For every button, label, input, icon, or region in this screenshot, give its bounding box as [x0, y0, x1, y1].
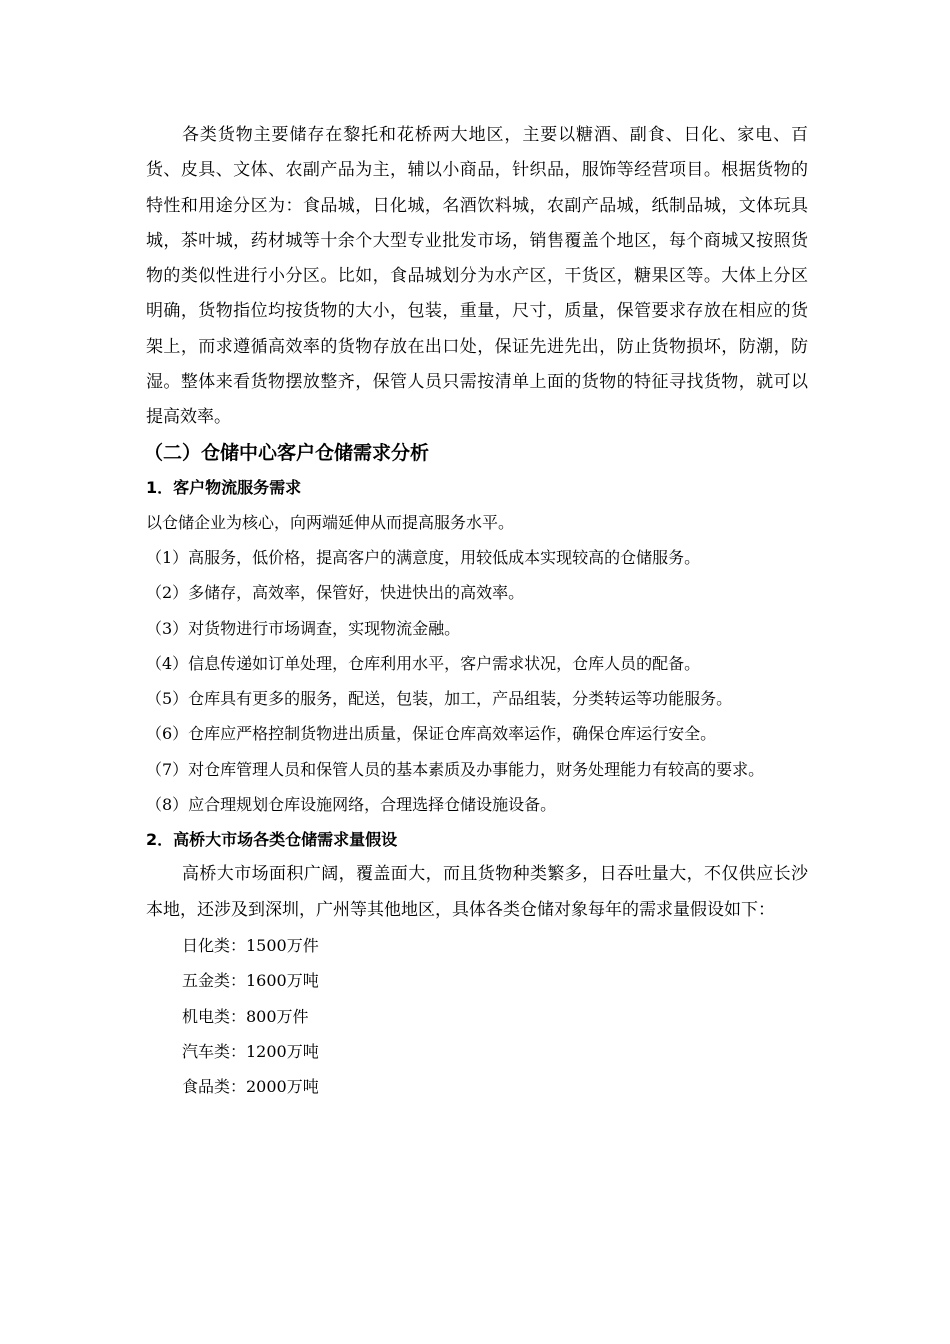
quantity-item-electromechanical: 机电类：800万件 — [182, 1006, 309, 1026]
requirement-item-1: （1）高服务，低价格，提高客户的满意度，用较低成本实现较高的仓储服务。 — [146, 547, 701, 567]
intro-paragraph: 各类货物主要储存在黎托和花桥两大地区，主要以糖酒、副食、日化、家电、百货、皮具、文体、农副产品为主，辅以小商品，针织品，服饰等经营项目。根据货物的特性和用途分区为：食品城，日化城，名酒饮料城，农副产品城，纸制品城，文体玩具城，茶叶城，药材城等十余个大型专业批发市场，销售覆盖个地区，每个商城又按照货物的类似性进行小分区。比如，食品城划分为水产区，干货区，糖果区等。大体上分区明确，货物指位均按货物的大小，包装，重量，尺寸，质量，保管要求存放在相应的货架上，而求遵循高效率的货物存放在出口处，保证先进先出，防止货物损坏，防潮，防湿。整体来看货物摆放整齐，保管人员只需按清单上面的货物的特征寻找货物，就可以提高效率。 — [146, 125, 808, 428]
requirement-item-6: （6）仓库应严格控制货物进出质量，保证仓库高效率运作，确保仓库运行安全。 — [146, 724, 717, 744]
quantity-item-food: 食品类：2000万吨 — [182, 1077, 319, 1097]
quantity-item-hardware: 五金类：1600万吨 — [182, 971, 319, 991]
requirement-item-5: （5）仓库具有更多的服务，配送，包装，加工，产品组装，分类转运等功能服务。 — [146, 689, 733, 709]
requirement-item-7: （7）对仓库管理人员和保管人员的基本素质及办事能力，财务处理能力有较高的要求。 — [146, 759, 765, 779]
sub1-lead: 以仓储企业为核心，向两端延伸从而提高服务水平。 — [146, 512, 515, 532]
section-heading: （二）仓储中心客户仓储需求分析 — [144, 441, 430, 464]
requirement-item-2: （2）多储存，高效率，保管好，快进快出的高效率。 — [146, 583, 525, 603]
quantity-item-automotive: 汽车类：1200万吨 — [182, 1041, 319, 1061]
requirement-item-8: （8）应合理规划仓库设施网络，合理选择仓储设施设备。 — [146, 795, 557, 815]
document-page — [146, 118, 808, 1104]
requirement-item-4: （4）信息传递如订单处理，仓库利用水平，客户需求状况，仓库人员的配备。 — [146, 653, 701, 673]
quantity-item-daily-chemicals: 日化类：1500万件 — [182, 935, 319, 955]
requirement-item-3: （3）对货物进行市场调查，实现物流金融。 — [146, 618, 461, 638]
sub2-heading: 2．高桥大市场各类仓储需求量假设 — [146, 830, 398, 850]
sub2-paragraph: 高桥大市场面积广阔，覆盖面大，而且货物种类繁多，日吞吐量大，不仅供应长沙本地，还涉及到深圳，广州等其他地区，具体各类仓储对象每年的需求量假设如下： — [146, 864, 808, 920]
sub1-heading: 1．客户物流服务需求 — [146, 477, 302, 497]
